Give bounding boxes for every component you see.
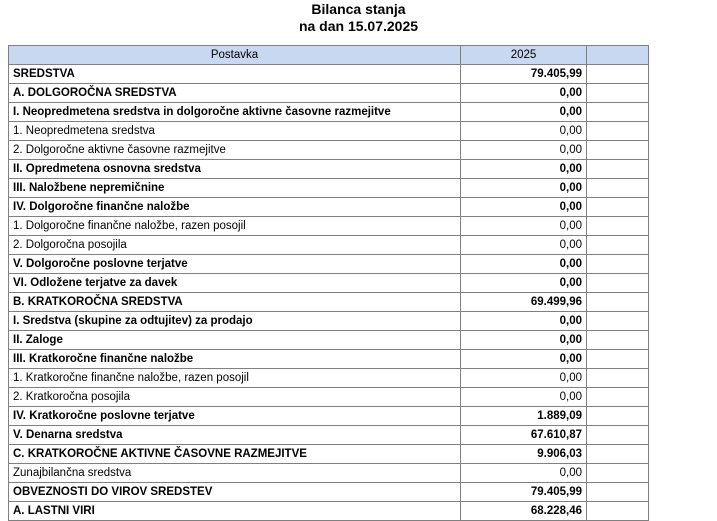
row-label: 1. Dolgoročne finančne naložbe, razen posojil	[9, 217, 461, 236]
row-value-2025: 79.405,99	[461, 65, 587, 84]
row-label: OBVEZNOSTI DO VIROV SREDSTEV	[9, 483, 461, 502]
row-label: V. Denarna sredstva	[9, 426, 461, 445]
row-label: A. DOLGOROČNA SREDSTVA	[9, 84, 461, 103]
row-label: III. Naložbene nepremičnine	[9, 179, 461, 198]
row-value-clipped	[587, 84, 649, 103]
row-value-2025: 0,00	[461, 350, 587, 369]
row-value-clipped	[587, 255, 649, 274]
row-label: 2. Dolgoročne aktivne časovne razmejitve	[9, 141, 461, 160]
row-value-clipped	[587, 122, 649, 141]
row-value-2025: 67.610,87	[461, 426, 587, 445]
table-row	[9, 483, 649, 502]
row-value-clipped	[587, 160, 649, 179]
row-value-2025: 0,00	[461, 160, 587, 179]
row-label: Zunajbilančna sredstva	[9, 464, 461, 483]
row-label: C. KRATKOROČNE AKTIVNE ČASOVNE RAZMEJITVE	[9, 445, 461, 464]
row-value-2025: 0,00	[461, 179, 587, 198]
row-label: III. Kratkoročne finančne naložbe	[9, 350, 461, 369]
column-header-clipped	[587, 46, 649, 65]
row-value-2025: 0,00	[461, 255, 587, 274]
row-value-clipped	[587, 426, 649, 445]
row-value-2025: 0,00	[461, 217, 587, 236]
row-value-2025: 0,00	[461, 122, 587, 141]
row-value-clipped	[587, 312, 649, 331]
column-header-2025: 2025	[461, 46, 587, 65]
row-label: II. Opredmetena osnovna sredstva	[9, 160, 461, 179]
table-row	[9, 426, 649, 445]
row-value-clipped	[587, 293, 649, 312]
row-label: 1. Neopredmetena sredstva	[9, 122, 461, 141]
row-label: A. LASTNI VIRI	[9, 502, 461, 521]
table-row	[9, 217, 649, 236]
table-row	[9, 141, 649, 160]
row-value-clipped	[587, 388, 649, 407]
row-label: SREDSTVA	[9, 65, 461, 84]
row-value-2025: 0,00	[461, 84, 587, 103]
row-value-2025: 0,00	[461, 141, 587, 160]
row-value-2025: 1.889,09	[461, 407, 587, 426]
table-row	[9, 198, 649, 217]
row-label: 2. Kratkoročna posojila	[9, 388, 461, 407]
row-value-2025: 0,00	[461, 464, 587, 483]
row-value-clipped	[587, 369, 649, 388]
row-value-2025: 0,00	[461, 331, 587, 350]
row-value-2025: 0,00	[461, 236, 587, 255]
row-label: 2. Dolgoročna posojila	[9, 236, 461, 255]
row-value-clipped	[587, 274, 649, 293]
row-label: I. Neopredmetena sredstva in dolgoročne aktivne časovne razmejitve	[9, 103, 461, 122]
row-label: IV. Kratkoročne poslovne terjatve	[9, 407, 461, 426]
table-body	[9, 65, 649, 521]
row-value-clipped	[587, 350, 649, 369]
table-row	[9, 445, 649, 464]
table-row	[9, 236, 649, 255]
table-row	[9, 179, 649, 198]
table-row	[9, 502, 649, 521]
table-row	[9, 388, 649, 407]
row-value-2025: 9.906,03	[461, 445, 587, 464]
document-title-line-2: na dan 15.07.2025	[298, 18, 419, 34]
row-label: VI. Odložene terjatve za davek	[9, 274, 461, 293]
row-value-2025: 79.405,99	[461, 483, 587, 502]
row-label: IV. Dolgoročne finančne naložbe	[9, 198, 461, 217]
table-row	[9, 65, 649, 84]
document-title-line-1: Bilanca stanja	[311, 1, 406, 17]
row-value-clipped	[587, 464, 649, 483]
row-value-clipped	[587, 65, 649, 84]
row-label: V. Dolgoročne poslovne terjatve	[9, 255, 461, 274]
row-value-2025: 0,00	[461, 369, 587, 388]
row-value-2025: 68.228,46	[461, 502, 587, 521]
row-value-clipped	[587, 217, 649, 236]
row-value-clipped	[587, 141, 649, 160]
row-label: I. Sredstva (skupine za odtujitev) za prodajo	[9, 312, 461, 331]
row-label: II. Zaloge	[9, 331, 461, 350]
table-row	[9, 122, 649, 141]
row-value-2025: 0,00	[461, 388, 587, 407]
column-header-postavka: Postavka	[9, 46, 461, 65]
table-row	[9, 84, 649, 103]
balance-table-container	[8, 45, 648, 521]
row-value-clipped	[587, 179, 649, 198]
table-row	[9, 464, 649, 483]
row-value-clipped	[587, 407, 649, 426]
table-row	[9, 407, 649, 426]
balance-sheet-table	[8, 45, 649, 521]
row-value-clipped	[587, 445, 649, 464]
document-title	[0, 1, 717, 35]
table-row	[9, 293, 649, 312]
row-value-2025: 0,00	[461, 274, 587, 293]
table-row	[9, 103, 649, 122]
table-row	[9, 312, 649, 331]
row-value-clipped	[587, 198, 649, 217]
row-value-2025: 0,00	[461, 103, 587, 122]
row-value-clipped	[587, 236, 649, 255]
row-value-clipped	[587, 502, 649, 521]
table-header-row	[9, 46, 649, 65]
table-row	[9, 350, 649, 369]
table-row	[9, 255, 649, 274]
row-value-2025: 0,00	[461, 198, 587, 217]
row-value-2025: 69.499,96	[461, 293, 587, 312]
row-value-2025: 0,00	[461, 312, 587, 331]
table-row	[9, 160, 649, 179]
table-row	[9, 274, 649, 293]
row-value-clipped	[587, 103, 649, 122]
row-label: B. KRATKOROČNA SREDSTVA	[9, 293, 461, 312]
row-label: 1. Kratkoročne finančne naložbe, razen posojil	[9, 369, 461, 388]
table-header	[9, 46, 649, 65]
row-value-clipped	[587, 331, 649, 350]
table-row	[9, 331, 649, 350]
row-value-clipped	[587, 483, 649, 502]
table-row	[9, 369, 649, 388]
